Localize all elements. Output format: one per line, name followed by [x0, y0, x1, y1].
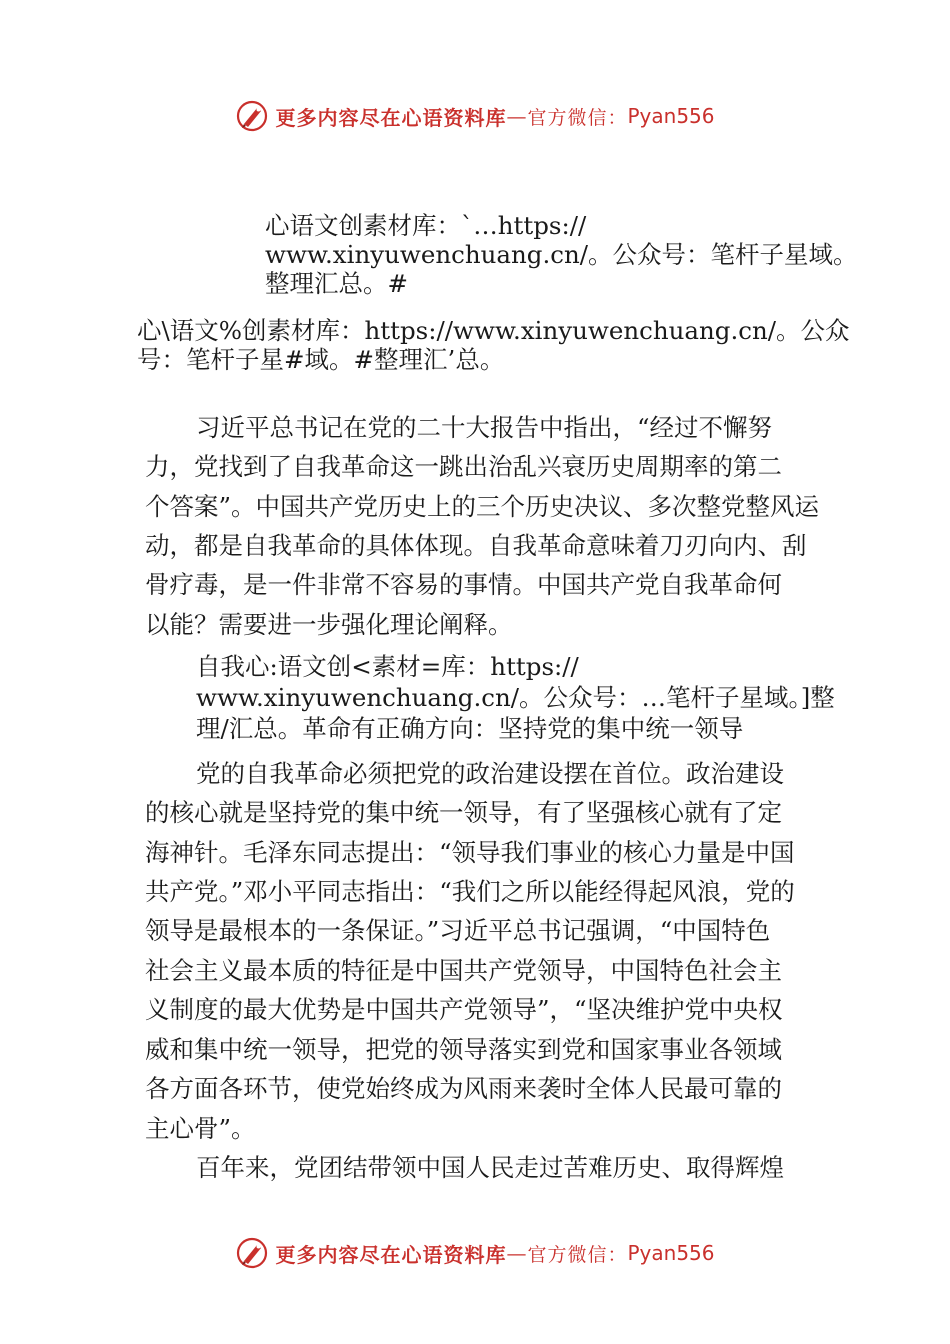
banner-wechat-label: 官方微信：	[527, 1243, 628, 1266]
watermark-1-line: 整理汇总。#	[265, 269, 409, 298]
banner-dash: —	[506, 1241, 528, 1265]
paragraph-2-line: 党的自我革命必须把党的政治建设摆在首位。政治建设	[196, 759, 784, 788]
banner-brand-text: 更多内容尽在心语资料库	[275, 105, 507, 130]
watermark-1-line: www.xinyuwenchuang.cn/。公众号：笔杆子星域。	[265, 240, 858, 269]
banner-wechat-label: 官方微信：	[527, 106, 628, 129]
pen-logo-icon	[235, 1236, 269, 1270]
section-heading-line: 自我心:语文创<素材=库：https://	[196, 652, 579, 681]
footer-banner	[0, 1233, 950, 1273]
watermark-2-line: 号：笔杆子星#域。#整理汇’总。	[137, 345, 505, 374]
paragraph-2-line: 义制度的最大优势是中国共产党领导”，“坚决维护党中央权	[145, 995, 783, 1024]
paragraph-1-line: 力，党找到了自我革命这一跳出治乱兴衰历史周期率的第二	[145, 452, 782, 481]
paragraph-2-line: 主心骨”。	[145, 1114, 256, 1143]
banner-wechat-id: Pyan556	[627, 104, 715, 128]
watermark-1-line: 心语文创素材库：`…https://	[265, 211, 587, 240]
section-heading-line: www.xinyuwenchuang.cn/。公众号：…笔杆子星域。]整	[196, 683, 835, 712]
paragraph-2-line: 社会主义最本质的特征是中国共产党领导，中国特色社会主	[145, 956, 782, 985]
banner-dash: —	[506, 104, 528, 128]
section-heading-line: 理/汇总。革命有正确方向：坚持党的集中统一领导	[196, 714, 744, 743]
pen-logo-icon	[235, 99, 269, 133]
paragraph-1-line: 以能？需要进一步强化理论阐释。	[145, 610, 513, 639]
paragraph-2-line: 的核心就是坚持党的集中统一领导，有了坚强核心就有了定	[145, 798, 782, 827]
watermark-2-line: 心\语文%创素材库：https://www.xinyuwenchuang.cn/。公众	[137, 316, 850, 345]
paragraph-2-line: 领导是最根本的一条保证。”习近平总书记强调，“中国特色	[145, 916, 771, 945]
header-banner	[0, 96, 950, 136]
paragraph-3-line: 百年来，党团结带领中国人民走过苦难历史、取得辉煌	[196, 1153, 784, 1182]
paragraph-2-line: 各方面各环节，使党始终成为风雨来袭时全体人民最可靠的	[145, 1074, 782, 1103]
paragraph-1-line: 动，都是自我革命的具体体现。自我革命意味着刀刃向内、刮	[145, 531, 807, 560]
paragraph-2-line: 海神针。毛泽东同志提出：“领导我们事业的核心力量是中国	[145, 838, 795, 867]
paragraph-2-line: 共产党。”邓小平同志指出：“我们之所以能经得起风浪，党的	[145, 877, 795, 906]
banner-brand-text: 更多内容尽在心语资料库	[275, 1242, 507, 1267]
banner-wechat-id: Pyan556	[627, 1241, 715, 1265]
paragraph-1-line: 个答案”。中国共产党历史上的三个历史决议、多次整党整风运	[145, 492, 820, 521]
paragraph-2-line: 威和集中统一领导，把党的领导落实到党和国家事业各领域	[145, 1035, 782, 1064]
paragraph-1-line: 骨疗毒，是一件非常不容易的事情。中国共产党自我革命何	[145, 570, 782, 599]
paragraph-1-line: 习近平总书记在党的二十大报告中指出，“经过不懈努	[196, 413, 773, 442]
